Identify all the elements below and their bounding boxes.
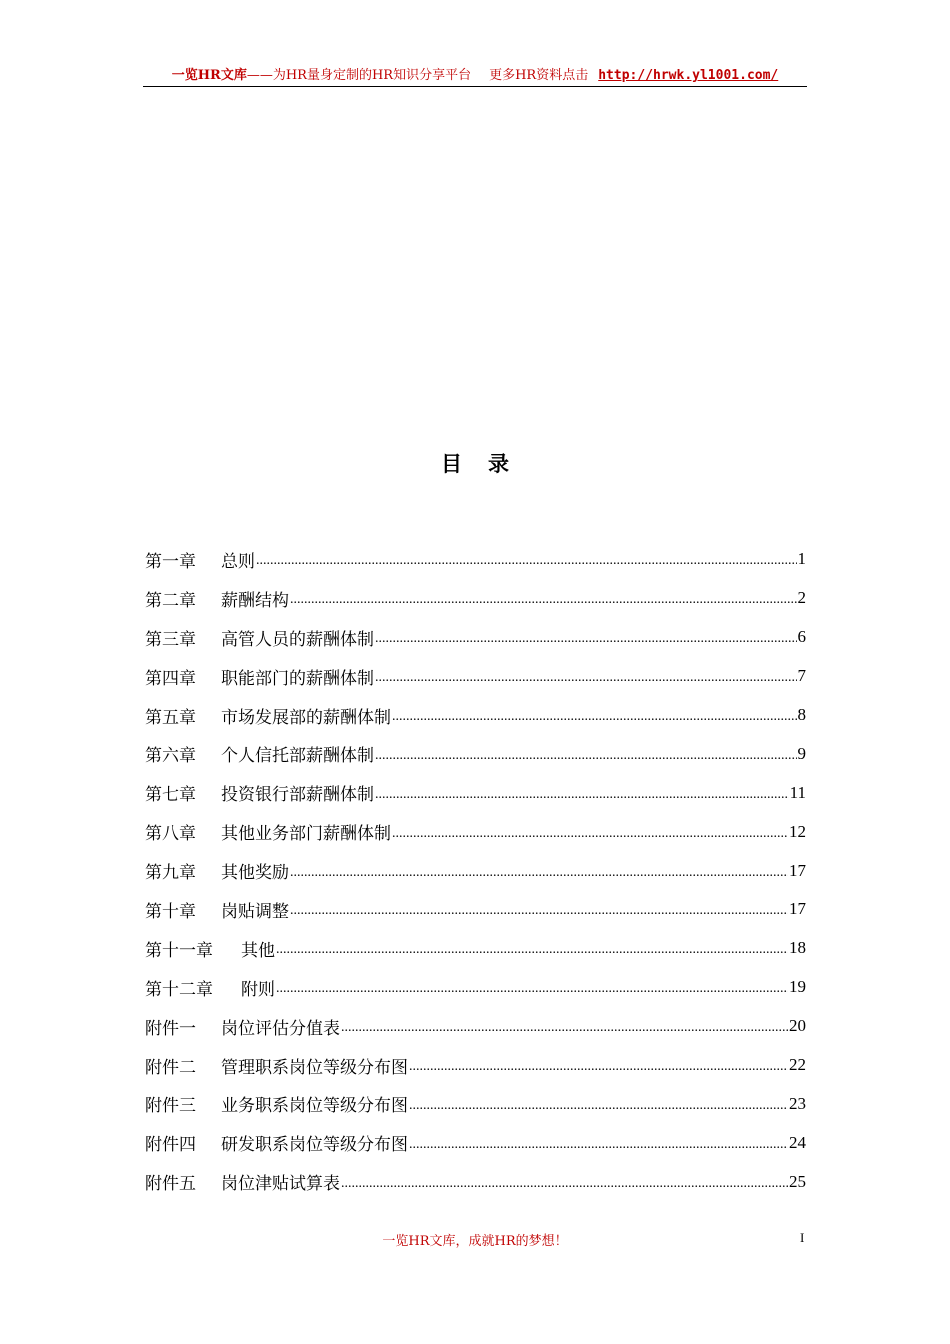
toc-entry-title: 投资银行部薪酬体制	[221, 785, 374, 806]
toc-entry[interactable]	[145, 812, 806, 851]
toc-entry-leader	[375, 787, 789, 803]
toc-entry-title: 职能部门的薪酬体制	[221, 668, 374, 689]
toc-entry-leader	[290, 865, 788, 881]
toc-entry-page: 6	[797, 627, 806, 647]
toc-entry-title: 其他奖励	[221, 863, 289, 884]
toc-entry-leader	[276, 942, 788, 958]
toc-entry-number: 附件三	[145, 1096, 196, 1117]
toc-entry-title: 薪酬结构	[221, 590, 289, 611]
toc-entry[interactable]	[145, 851, 806, 890]
toc-heading	[0, 448, 950, 478]
toc-entry[interactable]	[145, 1162, 806, 1201]
toc-entry-number: 第一章	[145, 551, 196, 572]
toc-entry[interactable]	[145, 696, 806, 735]
toc-entry[interactable]	[145, 734, 806, 773]
toc-entry-number: 第五章	[145, 707, 196, 728]
toc-entry-number: 第十一章	[145, 940, 213, 961]
toc-entry-title: 岗位津贴试算表	[221, 1174, 340, 1195]
toc-heading-char-2: 录	[488, 451, 509, 476]
toc-entry-leader	[290, 903, 788, 919]
toc-entry[interactable]	[145, 657, 806, 696]
toc-entry[interactable]	[145, 968, 806, 1007]
toc-entry-page: 23	[789, 1093, 806, 1113]
toc-entry-title: 管理职系岗位等级分布图	[221, 1057, 408, 1078]
toc-entry-leader	[375, 631, 797, 647]
toc-entry-leader	[341, 1020, 788, 1036]
toc-entry[interactable]	[145, 890, 806, 929]
toc-entry-page: 7	[797, 666, 806, 686]
toc-entry-page: 11	[789, 782, 806, 802]
toc-entry-page: 17	[789, 860, 806, 880]
toc-entry-title: 其他业务部门薪酬体制	[221, 824, 391, 845]
toc-entry-number: 第三章	[145, 629, 196, 650]
toc-entry-page: 9	[797, 743, 806, 763]
toc-entry-title: 业务职系岗位等级分布图	[221, 1096, 408, 1117]
toc-entry[interactable]	[145, 1123, 806, 1162]
toc-entry-leader	[375, 748, 797, 764]
toc-entry-leader	[256, 553, 797, 569]
toc-entry-number: 附件四	[145, 1135, 196, 1156]
toc-entry-number: 第六章	[145, 746, 196, 767]
toc-entry-title: 其他	[241, 940, 275, 961]
toc-entry-number: 第七章	[145, 785, 196, 806]
header-tagline: ——为HR量身定制的HR知识分享平台	[246, 68, 472, 83]
toc-entry-leader	[341, 1176, 788, 1192]
toc-entry-number: 附件二	[145, 1057, 196, 1078]
toc-heading-char-1: 目	[441, 451, 462, 476]
toc-entry-page: 22	[789, 1055, 806, 1075]
page-number: I	[800, 1230, 805, 1245]
toc-entry[interactable]	[145, 618, 806, 657]
toc-entry[interactable]	[145, 579, 806, 618]
toc-entry-leader	[392, 826, 788, 842]
toc-entry-page: 1	[797, 549, 806, 569]
toc-entry-page: 2	[797, 588, 806, 608]
toc-entry-page: 24	[789, 1132, 806, 1152]
toc-entry-leader	[409, 1137, 788, 1153]
page-header	[143, 66, 807, 87]
toc-entry-number: 第二章	[145, 590, 196, 611]
toc-entry-title: 研发职系岗位等级分布图	[221, 1135, 408, 1156]
toc-entry-number: 第九章	[145, 863, 196, 884]
toc-entry[interactable]	[145, 1007, 806, 1046]
toc-entry-title: 高管人员的薪酬体制	[221, 629, 374, 650]
page-footer-slogan: 一览HR文库，成就HR的梦想！	[382, 1234, 568, 1249]
toc-entry-page: 20	[789, 1016, 806, 1036]
toc-entry-page: 17	[789, 899, 806, 919]
toc-entry-page: 18	[789, 938, 806, 958]
toc-entry-leader	[290, 592, 797, 608]
toc-entry-title: 附则	[241, 979, 275, 1000]
toc-entry-leader	[409, 1059, 788, 1075]
toc-entry-page: 8	[797, 705, 806, 724]
toc-entry-leader	[375, 670, 797, 686]
toc-entry-title: 岗贴调整	[221, 901, 289, 922]
toc-entry-title: 市场发展部的薪酬体制	[221, 707, 391, 728]
toc-entry-title: 总则	[221, 551, 255, 572]
toc-entry[interactable]	[145, 773, 806, 812]
toc-entry-title: 岗位评估分值表	[221, 1018, 340, 1039]
toc-entry-number: 第十章	[145, 901, 196, 922]
toc-entry-page: 19	[789, 977, 806, 997]
toc-entry-leader	[276, 981, 788, 997]
toc-entry-page: 12	[789, 821, 806, 841]
table-of-contents	[145, 540, 806, 1201]
header-url-link[interactable]: http://hrwk.yl1001.com/	[598, 68, 779, 83]
toc-entry[interactable]	[145, 540, 806, 579]
toc-entry-number: 第十二章	[145, 979, 213, 1000]
toc-entry-number: 第八章	[145, 824, 196, 845]
toc-entry-number: 附件一	[145, 1018, 196, 1039]
header-more-text: 更多HR资料点击	[489, 68, 589, 83]
toc-entry-page: 25	[789, 1171, 806, 1191]
toc-entry[interactable]	[145, 1084, 806, 1123]
toc-entry-title: 个人信托部薪酬体制	[221, 746, 374, 767]
toc-entry[interactable]	[145, 1046, 806, 1085]
toc-entry-leader	[409, 1098, 788, 1114]
toc-entry-leader	[392, 709, 797, 725]
toc-entry[interactable]	[145, 929, 806, 968]
toc-entry-number: 附件五	[145, 1174, 196, 1195]
toc-entry-number: 第四章	[145, 668, 196, 689]
header-brand: 一览HR文库	[171, 68, 247, 83]
